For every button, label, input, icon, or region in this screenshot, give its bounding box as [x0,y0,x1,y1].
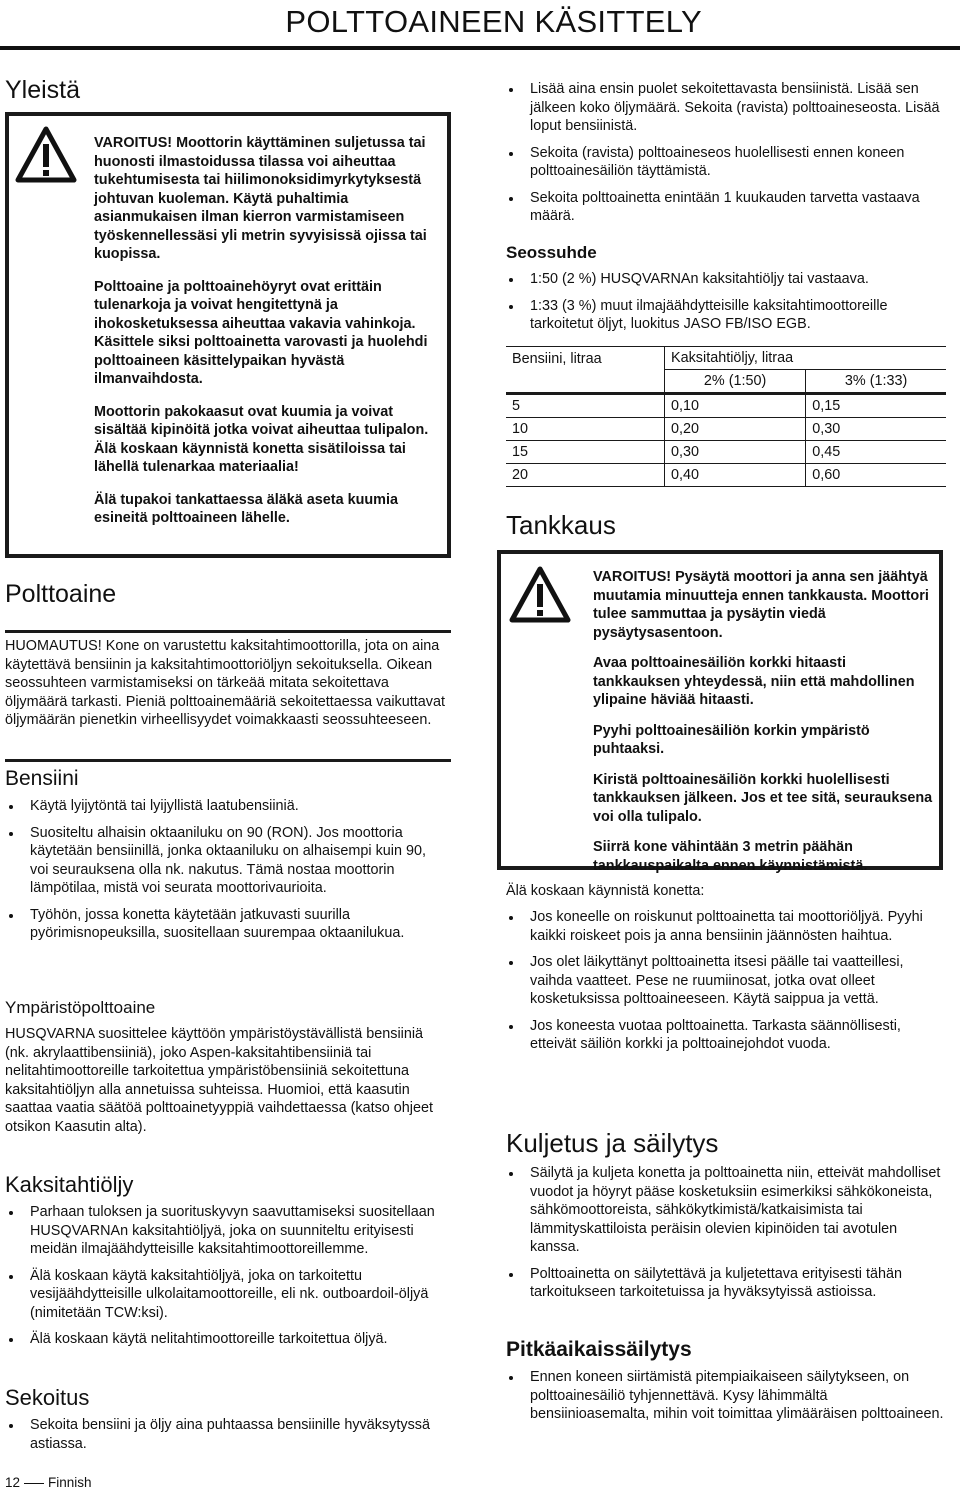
warning-text-fueling [593,568,933,875]
table-cell: 0,30 [806,418,946,441]
list-item: Älä koskaan käytä kaksitahtiöljyä, joka on tarkoitettu vesijäähdytteisille ulkolaitamoottoreille, eli nk. outboardoil-öljyä (nimitetään TCW:ksi). [5,1267,445,1323]
list-item: Älä koskaan käytä nelitahtimoottoreille tarkoitettua öljyä. [5,1330,445,1349]
note-box [5,630,451,762]
warning-text-general [94,134,444,544]
seossuhde-list [505,270,945,342]
warning-paragraph: Siirrä kone vähintään 3 metrin päähän tankkauspaikalta ennen käynnistämistä. [593,839,868,874]
mix-list [505,80,945,234]
list-item: Ennen koneen siirtämistä pitempiaikaiseen säilytykseen, on polttoainesäiliö tyhjennettävä. Kysy lähimmältä bensiinioasemalta, mihin voit toimittaa ylimääräisen polttoaineen. [505,1368,945,1424]
list-item: Parhaan tuloksen ja suorituskyvyn saavuttamiseksi suositellaan HUSQVARNAn kaksitahtiöljyä, joka on suunniteltu erityisesti meidän ilmajäähdytteisille kaksitahtimoottoreillemme. [5,1203,445,1259]
table-cell: 10 [506,418,665,441]
bensiini-list [5,797,445,951]
table-row [506,394,946,418]
table-cell: 0,30 [665,441,806,464]
heading-pitkaaikaissailytys: Pitkäaikaissäilytys [506,1338,692,1361]
never-start-list [505,908,945,1062]
mix-ratio-table [506,346,946,487]
list-item: Lisää aina ensin puolet sekoitettavasta bensiinistä. Lisää sen jälkeen koko öljymäärä. Sekoita (ravista) polttoaineseosta. Lisää loput bensiinistä. [505,80,945,136]
table-cell: 0,10 [665,394,806,418]
table-header-row [506,347,946,370]
list-item: Sekoita polttoainetta enintään 1 kuukauden tarvetta vastaava määrä. [505,189,945,226]
kuljetus-list [505,1164,945,1310]
column-header-petrol: Bensiini, litraa [506,347,665,394]
warning-paragraph: Avaa polttoainesäiliön korkki hitaasti tankkauksen yhteydessä, niin että mahdollinen ylipaine häviää hitaasti. [593,655,915,708]
heading-polttoaine: Polttoaine [5,580,117,608]
warning-paragraph: Älä tupakoi tankattaessa äläkä aseta kuumia esineitä polttoaineen lähelle. [94,491,398,526]
heading-kuljetus: Kuljetus ja säilytys [506,1128,719,1158]
warning-paragraph: Pyyhi polttoainesäiliön korkin ympäristö puhtaaksi. [593,722,870,757]
heading-tankkaus: Tankkaus [506,510,616,540]
heading-ymparisto: Ympäristöpolttoaine [5,998,156,1017]
heading-seossuhde: Seossuhde [506,243,597,262]
list-item: Jos olet läikyttänyt polttoainetta itsesi päälle tai vaatteillesi, vaihda vaatteet. Pese ne ruumiinosat, jotka ovat olleet kosketuksissa polttoaineeseen. Käytä saippua ja vettä. [505,953,945,1009]
warning-box-fueling [497,550,943,874]
kaksitahti-list [5,1203,445,1357]
column-header-oil: Kaksitahtiöljy, litraa [665,347,947,370]
warning-triangle-icon [15,126,77,184]
list-item: Jos koneesta vuotaa polttoainetta. Tarkasta säännöllisesti, etteivät säiliön korkki ja polttoainejohdot vuoda. [505,1017,945,1054]
title-rule [0,46,960,50]
table-cell: 0,40 [665,464,806,487]
list-item: Jos koneelle on roiskunut polttoainetta tai moottoriöljyä. Pyyhi kaikki roiskeet pois ja anna bensiinin jäännösten haihtua. [505,908,945,945]
note-text: HUOMAUTUS! Kone on varustettu kaksitahtimoottorilla, jota on aina käytettävä bensiinin ja kaksitahtimoottoriöljyn sekoituksella. Oikean seossuhteen varmistamiseksi on tärkeää mitata sekoitettava öljymäärä tarkasti. Pieniä polttoainemääriä sekoitettaessa vaikuttavat öljymäärän pienetkin virheellisyydet voimakkaasti seossuhteeseen. [5,638,445,728]
list-item: Säilytä ja kuljeta konetta ja polttoainetta niin, etteivät mahdolliset vuodot ja höyryt pääse kosketuksiin esimerkiksi sähkökoneista, sähkömoottoreista, sähkökytkimistä/katkaisimista tai lämmityskattiloista peräisin olevien kipinöiden tai avotulen kanssa. [505,1164,945,1257]
list-item: Käytä lyijytöntä tai lyijyllistä laatubensiiniä. [5,797,445,816]
ymparisto-text: HUSQVARNA suosittelee käyttöön ympäristöystävällistä bensiiniä (nk. akrylaattibensiiniä), joko Aspen-kaksitahtibensiiniä tai nelitahtimoottoreille tarkoitettua ympäristöbensiiniä sekoitettuna kaksitahtiöljyn alla annetuissa suhteissa. Huomioi, että kaasutin saattaa vaatia säätöä polttoainetyyppiä vaihdettaessa (katso ohjeet otsikon Kaasutin alta). [5,1026,434,1135]
warning-paragraph: VAROITUS! Pysäytä moottori ja anna sen jäähtyä muutamia minuutteja ennen tankkausta. Moottori tulee sammuttaa ja pysäytin viedä pysäytysasentoon. [593,569,929,641]
heading-bensiini: Bensiini [5,767,79,790]
page-title: POLTTOAINEEN KÄSITTELY [285,4,702,39]
table-cell: 0,20 [665,418,806,441]
table-cell: 0,60 [806,464,946,487]
never-start-intro: Älä koskaan käynnistä konetta: [506,883,705,899]
table-cell: 20 [506,464,665,487]
table-row [506,464,946,487]
footer-dash [24,1483,44,1484]
table-cell: 5 [506,394,665,418]
list-item: Työhön, jossa konetta käytetään jatkuvasti suurilla pyörimisnopeuksilla, suositellaan suurempaa oktaanilukua. [5,906,445,943]
list-item: 1:33 (3 %) muut ilmajäähdytteisille kaksitahtimoottoreille tarkoitetut öljyt, luokitus JASO FB/ISO EGB. [505,297,945,334]
table-row [506,441,946,464]
heading-kaksitahtioljy: Kaksitahtiöljy [5,1172,134,1197]
table-cell: 15 [506,441,665,464]
warning-paragraph: VAROITUS! Moottorin käyttäminen suljetussa tai huonosti ilmastoidussa tilassa voi aiheuttaa tukehtumisesta tai hiilimonoksidimyrkytyksestä johtuvan kuoleman. Käytä puhaltimia asianmukaisen ilman kierron varmistamiseen työskennellessäsi yli metrin syvyisissä ojissa tai kuopissa. [94,135,427,262]
pitka-list [505,1368,945,1432]
footer-language: Finnish [48,1475,92,1490]
list-item: 1:50 (2 %) HUSQVARNAn kaksitahtiöljy tai vastaava. [505,270,945,289]
list-item: Suositeltu alhaisin oktaaniluku on 90 (RON). Jos moottoria käytetään bensiinillä, jonka oktaaniluku on alhaisempi kuin 90, voi seurauksena olla nk. nakutus. Tämä nostaa moottorin lämpötilaa, mistä voi seurata moottorivaurioita. [5,824,445,898]
table-cell: 0,15 [806,394,946,418]
warning-box-general [5,112,451,558]
warning-paragraph: Polttoaine ja polttoainehöyryt ovat erittäin tulenarkoja ja voivat hengitettynä ja ihokosketuksessa aiheuttaa vakavia vahinkoja. Käsittele siksi polttoainetta varovasti ja huolehdi polttoaineen käsittelypaikan hyvästä ilmanvaihdosta. [94,278,428,387]
page-footer [5,1475,92,1490]
list-item: Polttoainetta on säilytettävä ja kuljetettava erityisesti tähän tarkoitukseen tarkoitetuissa ja hyväksytyissä astioissa. [505,1265,945,1302]
sekoitus-list [5,1416,445,1461]
page-number: 12 [5,1475,21,1490]
heading-sekoitus: Sekoitus [5,1385,90,1410]
warning-paragraph: Moottorin pakokaasut ovat kuumia ja voivat sisältää kipinöitä jotka voivat aiheuttaa tulipalon. Älä koskaan käynnistä konetta sisätiloissa tai lähellä tulenarkaa materiaalia! [94,403,429,475]
list-item: Sekoita (ravista) polttoaineseos huolellisesti ennen koneen polttoainesäiliön täyttämistä. [505,144,945,181]
table-row [506,418,946,441]
list-item: Sekoita bensiini ja öljy aina puhtaassa bensiinille hyväksytyssä astiassa. [5,1416,445,1453]
warning-triangle-icon [509,566,571,624]
column-header-3pct: 3% (1:33) [806,370,946,394]
heading-yleista: Yleistä [5,76,81,104]
table-cell: 0,45 [806,441,946,464]
warning-paragraph: Kiristä polttoainesäiliön korkki huolellisesti tankkauksen jälkeen. Jos et tee sitä, seurauksena voi olla tulipalo. [593,771,933,825]
column-header-2pct: 2% (1:50) [665,370,806,394]
